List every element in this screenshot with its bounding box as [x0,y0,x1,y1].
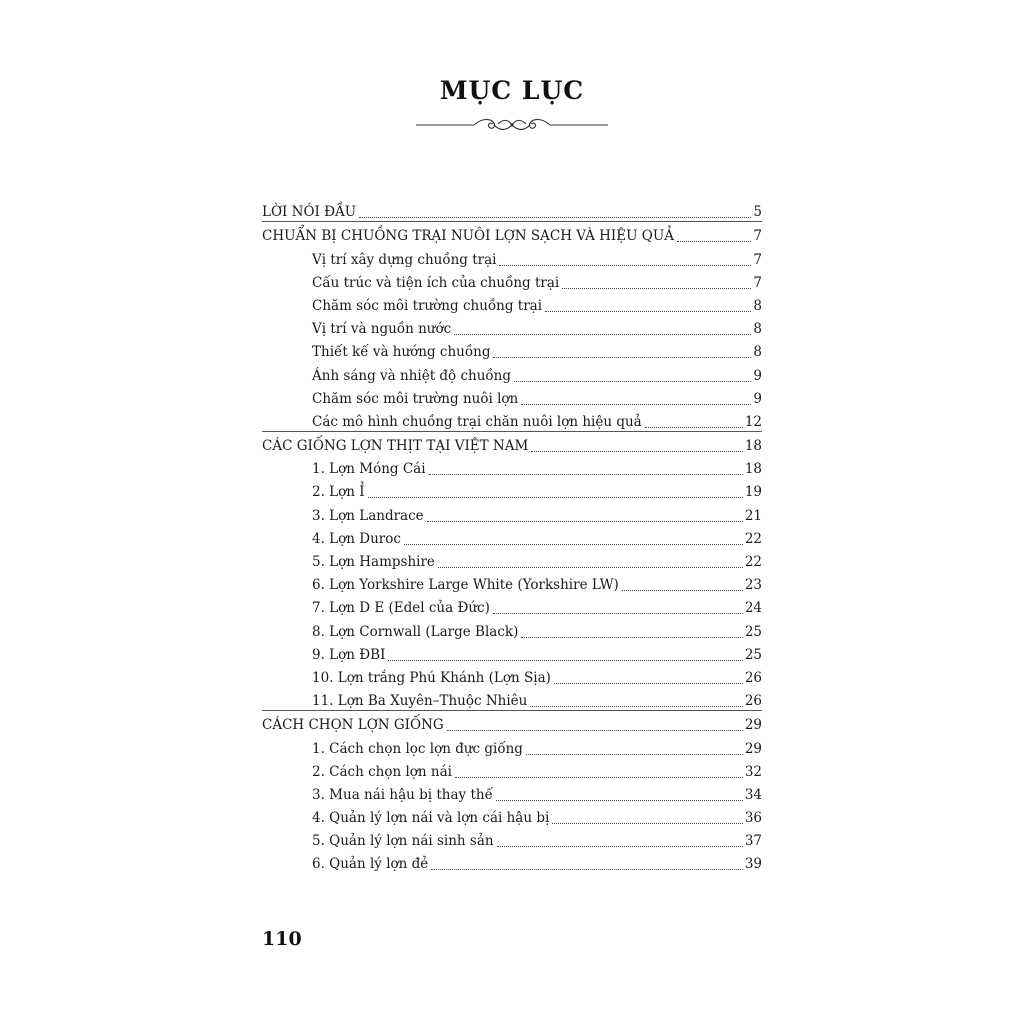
toc-entry-page: 22 [744,554,762,570]
toc-entry-page: 22 [744,530,762,547]
toc-entry-page: 9 [753,367,762,384]
toc-entry-label: 6. Quản lý lợn đẻ [312,856,429,873]
toc-section-entry [262,361,762,384]
dot-leader [521,623,742,638]
toc-section-entry [262,338,762,361]
toc-entry-label: Thiết kế và hướng chuồng [312,344,491,361]
toc-entry-label: Vị trí và nguồn nước [312,321,452,338]
dot-leader [493,343,751,358]
toc-entry-label: 1. Lợn Móng Cái [312,461,426,478]
toc-section-entry [262,315,762,338]
dot-leader [552,809,743,824]
toc-section-entry [262,571,762,594]
dot-leader [431,855,743,870]
page-title: MỤC LỤC [439,76,585,105]
toc-chapter-entry [262,221,762,245]
toc-entry-page: 5 [753,204,762,221]
toc-entry-page: 34 [744,786,762,803]
toc-chapter-entry [262,431,762,455]
toc-entry-label: 9. Lợn ĐBI [312,646,386,663]
dot-leader [368,483,743,498]
dot-leader [455,763,743,778]
toc-section-entry [262,501,762,524]
toc-entry-page: 37 [744,833,762,850]
dot-leader [677,227,751,242]
toc-entry-label: 4. Lợn Duroc [312,530,401,547]
page-number: 110 [262,928,302,950]
toc-entry-page: 23 [744,577,762,594]
toc-entry-page: 7 [753,251,762,268]
toc-section-entry [262,408,762,431]
dot-leader [530,692,742,707]
toc-entry-page: 32 [744,763,762,780]
dot-leader [526,740,743,755]
toc-entry-label: LỜI NÓI ĐẦU [262,204,357,221]
toc-section-entry [262,292,762,315]
toc-entry-label: Ánh sáng và nhiệt độ chuồng [312,367,512,384]
dot-leader [438,553,743,568]
dot-leader [497,832,743,847]
dot-leader [531,437,743,452]
toc-entry-page: 39 [744,856,762,873]
toc-entry-label: CHUẨN BỊ CHUỒNG TRẠI NUÔI LỢN SẠCH VÀ HIỆU QUẢ [262,228,674,245]
toc-entry-page: 18 [744,461,762,478]
toc-entry-label: 4. Quản lý lợn nái và lợn cái hậu bị [312,810,550,827]
toc-section-entry [262,687,762,710]
dot-leader [493,599,743,614]
dot-leader [454,320,751,335]
toc-chapter-entry [262,710,762,734]
toc-entry-label: Chăm sóc môi trường nuôi lợn [312,390,519,407]
table-of-contents [262,198,762,873]
toc-section-entry [262,525,762,548]
dot-leader [429,460,743,475]
toc-section-entry [262,664,762,687]
toc-entry-label: 5. Lợn Hampshire [312,554,435,570]
toc-section-entry [262,548,762,571]
toc-entry-label: CÁCH CHỌN LỢN GIỐNG [262,717,444,734]
toc-entry-page: 7 [753,228,762,245]
dot-leader [499,251,751,266]
toc-entry-label: Các mô hình chuồng trại chăn nuôi lợn hiệu quả [312,413,642,430]
toc-entry-label: 7. Lợn D E (Edel của Đức) [312,600,490,617]
dot-leader [404,530,743,545]
toc-section-entry [262,594,762,617]
toc-section-entry [262,617,762,640]
toc-entry-page: 29 [744,740,762,757]
toc-section-entry [262,804,762,827]
dot-leader [554,669,743,684]
toc-entry-page: 12 [744,413,762,430]
toc-section-entry [262,850,762,873]
toc-section-entry [262,641,762,664]
toc-section-entry [262,245,762,268]
toc-entry-page: 29 [744,717,762,734]
toc-section-entry [262,385,762,408]
toc-entry-label: 2. Lợn Ỉ [312,484,365,501]
toc-entry-label: Chăm sóc môi trường chuồng trại [312,297,543,314]
toc-section-entry [262,781,762,804]
dot-leader [496,786,743,801]
toc-entry-page: 8 [753,297,762,314]
toc-chapter-entry [262,198,762,221]
toc-entry-label: 3. Mua nái hậu bị thay thế [312,786,493,803]
toc-entry-page: 18 [744,438,762,455]
dot-leader [514,367,751,382]
toc-entry-label: 1. Cách chọn lọc lợn đực giống [312,740,523,757]
toc-entry-label: 5. Quản lý lợn nái sinh sản [312,833,494,850]
toc-entry-page: 24 [744,600,762,617]
toc-entry-label: 10. Lợn trắng Phú Khánh (Lợn Sịa) [312,669,551,686]
dot-leader [521,390,751,405]
toc-entry-label: 6. Lợn Yorkshire Large White (Yorkshire LW) [312,577,619,594]
dot-leader [427,507,743,522]
toc-entry-label: Vị trí xây dựng chuồng trại [312,251,497,268]
ornamental-divider-icon [412,114,612,136]
toc-entry-page: 7 [753,274,762,291]
dot-leader [447,716,743,731]
toc-section-entry [262,269,762,292]
toc-entry-page: 9 [753,390,762,407]
dot-leader [645,413,743,428]
toc-entry-page: 21 [744,507,762,524]
toc-entry-label: Cấu trúc và tiện ích của chuồng trại [312,274,560,291]
dot-leader [562,274,751,289]
dot-leader [388,646,742,661]
toc-entry-label: 11. Lợn Ba Xuyên–Thuộc Nhiêu [312,693,528,710]
toc-section-entry [262,827,762,850]
toc-entry-page: 19 [744,484,762,501]
toc-section-entry [262,734,762,757]
toc-section-entry [262,455,762,478]
toc-entry-page: 25 [744,623,762,640]
toc-entry-page: 8 [753,344,762,361]
toc-section-entry [262,478,762,501]
toc-entry-page: 36 [744,810,762,827]
dot-leader [622,576,743,591]
toc-entry-label: 8. Lợn Cornwall (Large Black) [312,623,519,640]
dot-leader [359,203,751,218]
toc-entry-label: CÁC GIỐNG LỢN THỊT TẠI VIỆT NAM [262,438,529,455]
toc-entry-label: 2. Cách chọn lợn nái [312,763,452,780]
toc-entry-page: 8 [753,321,762,338]
toc-entry-page: 25 [744,646,762,663]
toc-section-entry [262,758,762,781]
toc-entry-label: 3. Lợn Landrace [312,507,424,524]
toc-entry-page: 26 [744,669,762,686]
toc-entry-page: 26 [744,693,762,710]
dot-leader [545,297,751,312]
